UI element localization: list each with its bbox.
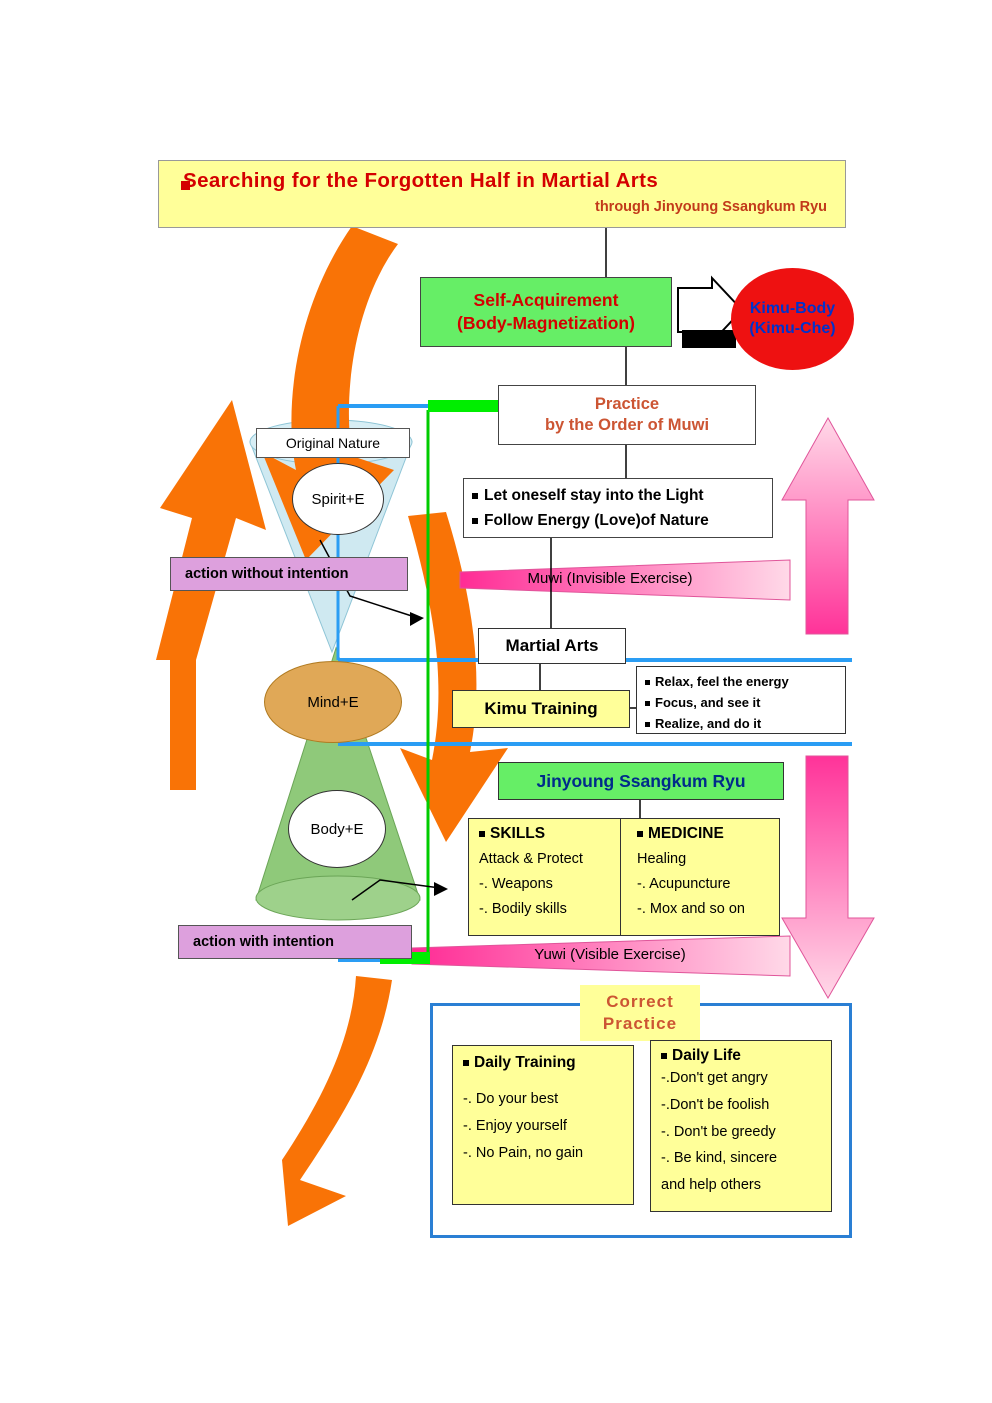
medicine-header: MEDICINE (631, 825, 775, 843)
muwi-arrow-label: Muwi (Invisible Exercise) (527, 570, 693, 587)
medicine-line-2: -. Acupuncture (637, 875, 731, 892)
daily-life-box (650, 1040, 832, 1212)
bullet-icon (661, 1053, 667, 1059)
medicine-column (621, 819, 779, 935)
kimu-body-line2: (Kimu-Che) (749, 320, 836, 337)
practice-by-muwi-box (498, 385, 756, 445)
mind-e-ellipse: Mind+E (264, 661, 402, 743)
light-item-2: Follow Energy (Love)of Nature (472, 509, 772, 534)
orange-arrow-up-left-2 (170, 660, 196, 790)
spirit-e-circle: Spirit+E (292, 463, 384, 535)
light-energy-box (463, 478, 773, 538)
daily-life-line-3: -. Don't be greedy (661, 1123, 776, 1140)
bullet-icon (472, 493, 478, 499)
kimu-body-line1: Kimu-Body (749, 300, 836, 317)
skills-column (469, 819, 621, 935)
daily-training-line-3: -. No Pain, no gain (463, 1144, 584, 1161)
action-with-label: action with intention (193, 934, 334, 950)
bullet-icon (645, 680, 650, 685)
yuwi-arrow-label: Yuwi (Visible Exercise) (534, 946, 686, 963)
practice-line2: by the Order of Muwi (544, 416, 710, 434)
body-e-circle: Body+E (288, 790, 386, 868)
daily-life-line-1: -.Don't get angry (661, 1070, 768, 1086)
orange-arrow-middle (400, 512, 508, 842)
skills-header: SKILLS (479, 825, 616, 843)
skills-line-1: Attack & Protect (479, 851, 583, 867)
skills-medicine-box (468, 818, 780, 936)
kimu-training-steps-box (636, 666, 846, 734)
kimu-step-1: Relax, feel the energy (645, 671, 845, 692)
orange-arrow-up-left (156, 400, 266, 660)
daily-training-line-2: -. Enjoy yourself (463, 1117, 567, 1134)
action-with-intention-box (178, 925, 412, 959)
page-subtitle: through Jinyoung Ssangkum Ryu (594, 199, 827, 215)
page-title: Searching for the Forgotten Half in Martial Arts (183, 169, 659, 192)
daily-life-line-4: -. Be kind, sincere (661, 1150, 778, 1167)
self-acquirement-line2: (Body-Magnetization) (457, 313, 635, 333)
bullet-icon (479, 831, 485, 837)
daily-training-box (452, 1045, 634, 1205)
daily-training-header: Daily Training (463, 1054, 633, 1072)
action-without-label: action without intention (185, 566, 349, 582)
light-item-1: Let oneself stay into the Light (472, 484, 772, 509)
medicine-line-1: Healing (637, 851, 687, 867)
self-acquirement-box (420, 277, 672, 347)
kimu-body-circle (731, 268, 854, 370)
pink-arrow-up (782, 418, 874, 634)
orange-arrow-bottom (282, 976, 392, 1226)
bullet-icon (645, 701, 650, 706)
kimu-training-box: Kimu Training (452, 690, 630, 728)
daily-life-header: Daily Life (661, 1047, 831, 1065)
bullet-icon (472, 518, 478, 524)
skills-line-3: -. Bodily skills (479, 900, 567, 917)
daily-training-line-1: -. Do your best (463, 1091, 559, 1107)
correct-line2: Practice (602, 1014, 678, 1033)
pink-arrow-down (782, 756, 874, 998)
bullet-icon (463, 1060, 469, 1066)
jinyoung-ssangkum-ryu-box: Jinyoung Ssangkum Ryu (498, 762, 784, 800)
action-without-intention-box (170, 557, 408, 591)
daily-life-line-5: and help others (661, 1177, 761, 1194)
kimu-step-2: Focus, and see it (645, 692, 845, 713)
skills-line-2: -. Weapons (479, 875, 553, 892)
martial-arts-box: Martial Arts (478, 628, 626, 664)
original-nature-label: Original Nature (256, 428, 410, 458)
title-banner (158, 160, 846, 228)
self-acquirement-line1: Self-Acquirement (473, 290, 619, 311)
medicine-line-3: -. Mox and so on (637, 900, 745, 917)
daily-life-line-2: -.Don't be foolish (661, 1096, 770, 1113)
practice-line1: Practice (594, 395, 660, 414)
correct-practice-title (580, 985, 700, 1041)
kimu-step-3: Realize, and do it (645, 713, 845, 734)
bullet-icon (645, 722, 650, 727)
bullet-icon (637, 831, 643, 837)
correct-line1: Correct (606, 991, 674, 1011)
